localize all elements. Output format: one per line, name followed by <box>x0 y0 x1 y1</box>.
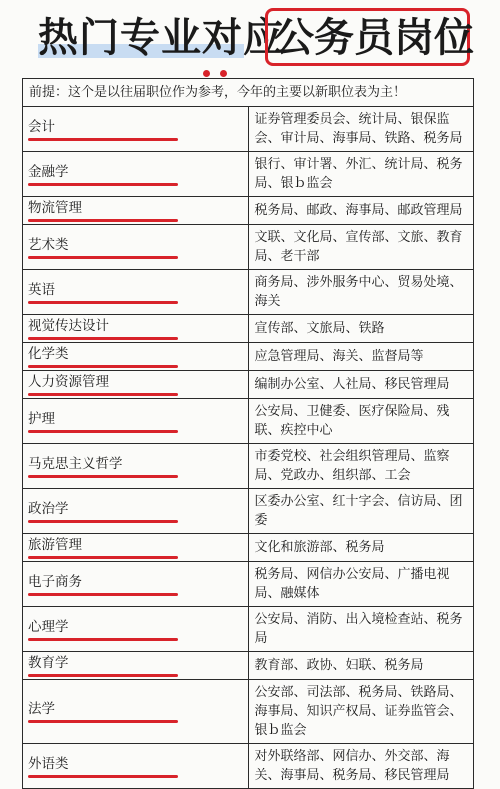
table-row <box>23 225 474 270</box>
table-row <box>23 343 474 371</box>
major-underline <box>28 301 178 304</box>
table-row <box>23 534 474 562</box>
major-label: 外语类 <box>28 755 69 772</box>
note-text: 前提：这个是以往届职位作为参考，今年的主要以新职位表为主！ <box>23 79 474 107</box>
major-label: 旅游管理 <box>28 537 82 553</box>
depts-cell: 税务局、网信办公安局、广播电视局、融媒体 <box>248 562 474 607</box>
depts-cell: 文联、文化局、宣传部、文旅、教育局、老干部 <box>248 225 474 270</box>
major-label: 马克思主义哲学 <box>28 455 123 472</box>
major-cell <box>23 562 249 607</box>
table-row <box>23 489 474 534</box>
major-underline <box>28 138 178 141</box>
major-underline <box>28 775 178 778</box>
major-underline <box>28 430 178 433</box>
major-label: 人力资源管理 <box>28 374 109 390</box>
depts-cell: 公安局、卫健委、医疗保险局、残联、疾控中心 <box>248 399 474 444</box>
page-title <box>0 0 500 76</box>
major-cell <box>23 607 249 652</box>
depts-cell: 宣传部、文旅局、铁路 <box>248 315 474 343</box>
major-cell <box>23 399 249 444</box>
depts-cell: 应急管理局、海关、监督局等 <box>248 343 474 371</box>
depts-cell: 区委办公室、红十字会、信访局、团委 <box>248 489 474 534</box>
major-underline <box>28 365 178 368</box>
major-label: 化学类 <box>28 346 69 362</box>
major-cell <box>23 343 249 371</box>
major-cell <box>23 152 249 197</box>
major-label: 视觉传达设计 <box>28 318 109 334</box>
major-cell <box>23 444 249 489</box>
major-label: 法学 <box>28 701 55 717</box>
major-label: 金融学 <box>28 163 69 180</box>
major-label: 教育学 <box>28 655 69 671</box>
depts-cell: 税务局、邮政、海事局、邮政管理局 <box>248 197 474 225</box>
table-row <box>23 152 474 197</box>
major-label: 政治学 <box>28 500 69 517</box>
major-cell <box>23 534 249 562</box>
depts-cell: 教育部、政协、妇联、税务局 <box>248 652 474 680</box>
major-underline <box>28 556 178 559</box>
major-underline <box>28 256 178 259</box>
depts-cell: 市委党校、社会组织管理局、监察局、党政办、组织部、工会 <box>248 444 474 489</box>
major-cell <box>23 680 249 744</box>
table-row <box>23 270 474 315</box>
table-row <box>23 680 474 744</box>
table-row <box>23 371 474 399</box>
depts-cell: 商务局、涉外服务中心、贸易处境、海关 <box>248 270 474 315</box>
depts-cell: 对外联络部、网信办、外交部、海关、海事局、税务局、移民管理局 <box>248 744 474 789</box>
major-label: 电子商务 <box>28 573 82 590</box>
major-underline <box>28 593 178 596</box>
depts-cell: 文化和旅游部、税务局 <box>248 534 474 562</box>
table-row <box>23 107 474 152</box>
title-right: 公务员岗位 <box>274 15 474 61</box>
major-label: 艺术类 <box>28 236 69 253</box>
table-row <box>23 399 474 444</box>
depts-cell: 公安局、消防、出入境检查站、税务局 <box>248 607 474 652</box>
major-cell <box>23 371 249 399</box>
major-underline <box>28 393 178 396</box>
table-row <box>23 562 474 607</box>
major-underline <box>28 520 178 523</box>
major-label: 物流管理 <box>28 200 82 216</box>
depts-cell: 证券管理委员会、统计局、银保监会、审计局、海事局、铁路、税务局 <box>248 107 474 152</box>
major-cell <box>23 744 249 789</box>
depts-cell: 编制办公室、人社局、移民管理局 <box>248 371 474 399</box>
table-row <box>23 744 474 789</box>
major-table <box>22 78 474 789</box>
title-left: 热门专业对应 <box>38 15 284 61</box>
major-label: 护理 <box>28 410 55 427</box>
major-cell <box>23 315 249 343</box>
major-underline <box>28 638 178 641</box>
major-label: 心理学 <box>28 618 69 635</box>
major-underline <box>28 183 178 186</box>
major-label: 英语 <box>28 281 55 298</box>
table-row <box>23 607 474 652</box>
major-underline <box>28 475 178 478</box>
major-cell <box>23 225 249 270</box>
table-row <box>23 315 474 343</box>
major-label: 会计 <box>28 118 55 135</box>
major-cell <box>23 489 249 534</box>
major-underline <box>28 674 178 677</box>
major-cell <box>23 107 249 152</box>
major-underline <box>28 337 178 340</box>
table-row <box>23 444 474 489</box>
major-underline <box>28 720 178 723</box>
major-cell <box>23 270 249 315</box>
depts-cell: 公安部、司法部、税务局、铁路局、海事局、知识产权局、证券监管会、银ｂ监会 <box>248 680 474 744</box>
table-row <box>23 197 474 225</box>
depts-cell: 银行、审计署、外汇、统计局、税务局、银ｂ监会 <box>248 152 474 197</box>
major-underline <box>28 219 178 222</box>
major-cell <box>23 197 249 225</box>
note-row <box>23 79 474 107</box>
